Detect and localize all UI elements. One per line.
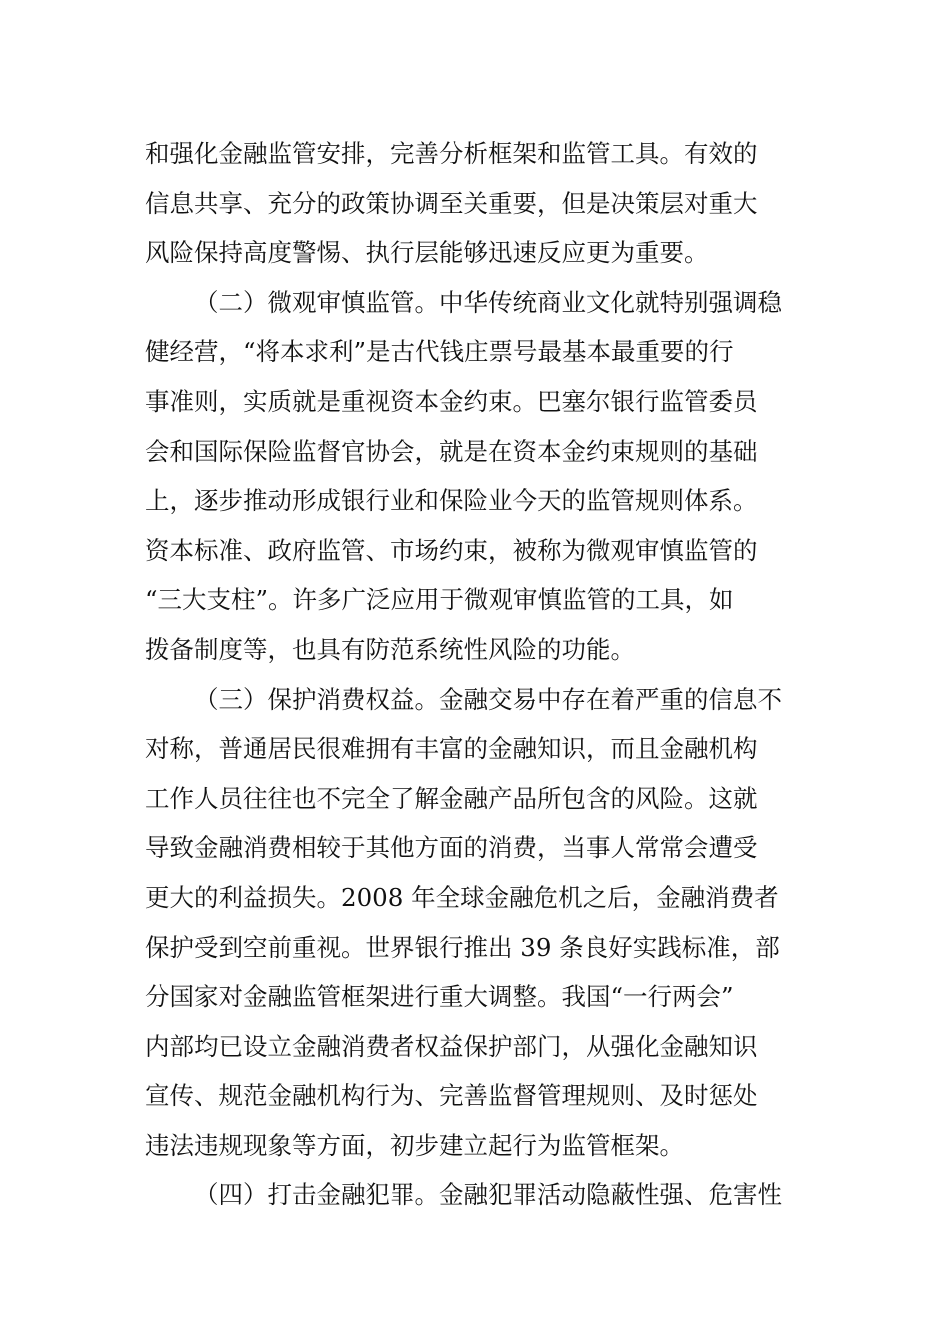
text-line: 信息共享、充分的政策协调至关重要，但是决策层对重大: [145, 188, 758, 218]
document-body: [145, 129, 807, 1220]
text-line: （二）微观审慎监管。中华传统商业文化就特别强调稳: [194, 287, 782, 317]
paragraph-financial-crime: [145, 1170, 807, 1220]
text-line: 对称，普通居民很难拥有丰富的金融知识，而且金融机构: [145, 734, 758, 764]
text-line: 事准则，实质就是重视资本金约束。巴塞尔银行监管委员: [145, 386, 758, 416]
text-line: 会和国际保险监督官协会，就是在资本金约束规则的基础: [145, 436, 758, 466]
text-line: 宣传、规范金融机构行为、完善监督管理规则、及时惩处: [145, 1081, 758, 1111]
text-line: “三大支柱”。许多广泛应用于微观审慎监管的工具，如: [145, 585, 734, 615]
text-line: （四）打击金融犯罪。金融犯罪活动隐蔽性强、危害性: [194, 1180, 782, 1210]
text-line: 资本标准、政府监管、市场约束，被称为微观审慎监管的: [145, 535, 758, 565]
text-line: 保护受到空前重视。世界银行推出 39 条良好实践标准，部: [145, 932, 780, 962]
paragraph-micro-prudential: [145, 278, 807, 675]
text-line: 违法违规现象等方面，初步建立起行为监管框架。: [145, 1130, 684, 1160]
text-line: 健经营，“将本求利”是古代钱庄票号最基本最重要的行: [145, 337, 734, 367]
text-line: 拨备制度等，也具有防范系统性风险的功能。: [145, 634, 635, 664]
text-line: 上，逐步推动形成银行业和保险业今天的监管规则体系。: [145, 486, 758, 516]
text-line: 和强化金融监管安排，完善分析框架和监管工具。有效的: [145, 139, 758, 168]
paragraph-consumer-protection: [145, 675, 807, 1171]
paragraph-continuation: [145, 129, 807, 278]
text-line: 工作人员往往也不完全了解金融产品所包含的风险。这就: [145, 783, 758, 813]
text-line: 分国家对金融监管框架进行重大调整。我国“一行两会”: [145, 982, 734, 1012]
text-line: 更大的利益损失。2008 年全球金融危机之后，金融消费者: [145, 882, 779, 912]
text-line: 风险保持高度警惕、执行层能够迅速反应更为重要。: [145, 238, 709, 268]
text-line: 导致金融消费相较于其他方面的消费，当事人常常会遭受: [145, 833, 758, 863]
text-line: （三）保护消费权益。金融交易中存在着严重的信息不: [194, 684, 782, 714]
text-line: 内部均已设立金融消费者权益保护部门，从强化金融知识: [145, 1031, 758, 1061]
